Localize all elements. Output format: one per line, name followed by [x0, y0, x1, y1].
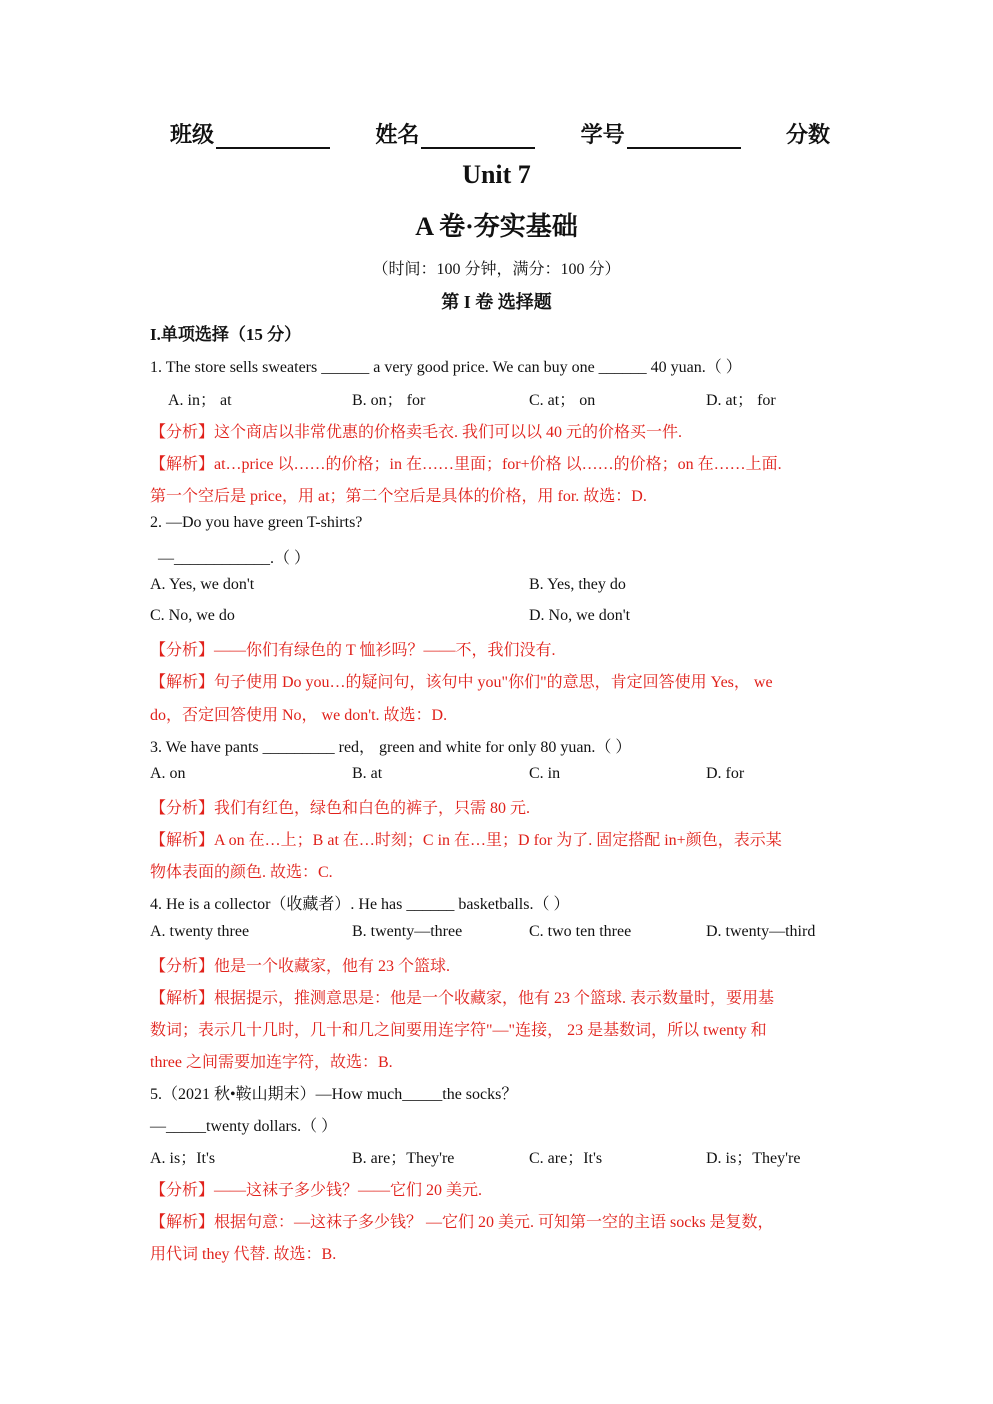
question-2-stem: 2. —Do you have green T-shirts?	[150, 514, 363, 531]
q5-analysis: 【分析】——这袜子多少钱？——它们 20 美元.	[150, 1182, 483, 1199]
q4-explain-line-3: three 之间需要加连字符，故选：B.	[150, 1054, 393, 1071]
id-blank[interactable]	[627, 123, 741, 149]
q4-option-a[interactable]: A. twenty three	[150, 923, 250, 940]
score-field	[786, 118, 830, 149]
question-3-stem: 3. We have pants _________ red， green and white for only 80 yuan.（ ）	[150, 739, 632, 756]
question-1-stem: 1. The store sells sweaters ______ a very good price. We can buy one ______ 40 yuan.（ ）	[150, 359, 742, 376]
q4-option-c[interactable]: C. two ten three	[529, 923, 632, 940]
q3-option-c[interactable]: C. in	[529, 765, 561, 782]
question-2-stem-2: —____________.（ ）	[158, 550, 311, 567]
q4-explain-line-2: 数词；表示几十几时，几十和几之间要用连字符"—"连接， 23 是基数词，所以 twenty 和	[150, 1022, 767, 1039]
class-blank[interactable]	[216, 123, 330, 149]
q4-explain-line-1: 【解析】根据提示，推测意思是：他是一个收藏家，他有 23 个篮球. 表示数量时，要用基	[150, 990, 775, 1007]
q1-option-c[interactable]: C. at； on	[529, 392, 596, 409]
question-4-stem: 4. He is a collector（收藏者）. He has ______ basketballs.（ ）	[150, 896, 570, 913]
q2-explain-line-1: 【解析】句子使用 Do you…的疑问句，该句中 you"你们"的意思，肯定回答使用 Yes， we	[150, 674, 773, 691]
q2-option-b[interactable]: B. Yes, they do	[529, 576, 626, 593]
q2-option-a[interactable]: A. Yes, we don't	[150, 576, 255, 593]
time-info: （时间：100 分钟，满分：100 分）	[372, 261, 621, 278]
page-subtitle: A 卷·夯实基础	[415, 212, 578, 241]
q3-analysis: 【分析】我们有红色，绿色和白色的裤子，只需 80 元.	[150, 800, 531, 817]
q5-option-b[interactable]: B. are；They're	[352, 1150, 455, 1167]
name-field	[375, 118, 535, 149]
question-5-stem: 5.（2021 秋•鞍山期末）—How much_____the socks？	[150, 1086, 518, 1103]
q4-option-d[interactable]: D. twenty—third	[706, 923, 816, 940]
q2-option-d[interactable]: D. No, we don't	[529, 607, 631, 624]
student-info-header	[170, 118, 830, 149]
q5-option-a[interactable]: A. is；It's	[150, 1150, 216, 1167]
section-title: I.单项选择（15 分）	[150, 325, 302, 344]
q2-explain-line-2: do，否定回答使用 No， we don't. 故选：D.	[150, 707, 448, 724]
q1-analysis: 【分析】这个商店以非常优惠的价格卖毛衣. 我们可以以 40 元的价格买一件.	[150, 424, 683, 441]
q5-explain-line-2: 用代词 they 代替. 故选：B.	[150, 1246, 337, 1263]
question-5-stem-2: —_____twenty dollars.（ ）	[150, 1118, 338, 1135]
page-title: Unit 7	[462, 160, 531, 189]
q2-analysis: 【分析】——你们有绿色的 T 恤衫吗？——不，我们没有.	[150, 642, 556, 659]
id-field	[581, 118, 741, 149]
q3-option-b[interactable]: B. at	[352, 765, 383, 782]
q5-option-d[interactable]: D. is；They're	[706, 1150, 801, 1167]
id-label: 学号	[580, 122, 625, 147]
q1-option-d[interactable]: D. at； for	[706, 392, 776, 409]
q2-option-c[interactable]: C. No, we do	[150, 607, 235, 624]
q5-explain-line-1: 【解析】根据句意：—这袜子多少钱？ —它们 20 美元. 可知第一空的主语 socks 是复数，	[150, 1214, 774, 1231]
score-label: 分数	[785, 122, 830, 147]
q1-option-a[interactable]: A. in； at	[168, 392, 232, 409]
q4-option-b[interactable]: B. twenty—three	[352, 923, 463, 940]
part-title: 第 I 卷 选择题	[441, 292, 552, 312]
q1-option-b[interactable]: B. on； for	[352, 392, 426, 409]
q3-explain-line-1: 【解析】A on 在…上；B at 在…时刻；C in 在…里；D for 为了. 固定搭配 in+颜色，表示某	[150, 832, 782, 849]
name-blank[interactable]	[421, 123, 535, 149]
class-label: 班级	[170, 122, 215, 147]
q1-explain-line-1: 【解析】at…price 以……的价格；in 在……里面；for+价格 以……的价格；on 在……上面.	[150, 456, 782, 473]
q1-explain-line-2: 第一个空后是 price，用 at；第二个空后是具体的价格，用 for. 故选：D.	[150, 488, 647, 505]
q5-option-c[interactable]: C. are；It's	[529, 1150, 603, 1167]
class-field	[170, 118, 330, 149]
q3-option-a[interactable]: A. on	[150, 765, 186, 782]
q3-explain-line-2: 物体表面的颜色. 故选：C.	[150, 864, 333, 881]
q3-option-d[interactable]: D. for	[706, 765, 745, 782]
q4-analysis: 【分析】他是一个收藏家，他有 23 个篮球.	[150, 958, 451, 975]
name-label: 姓名	[375, 122, 420, 147]
